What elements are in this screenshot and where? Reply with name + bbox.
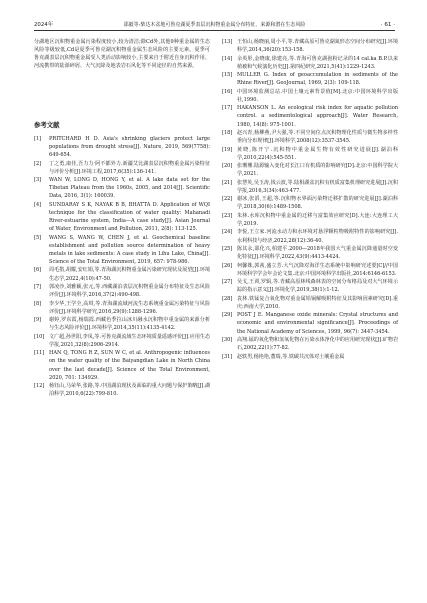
reference-item [222, 212, 398, 228]
reference-text: 黄晓,陈开宁.沉积物中重金属生物有效性研究进展[J].湖泊科学,2010,22(4):545-551. [237, 146, 398, 161]
reference-text: 朱林.水库沉积物中重金属的迁移与富集效应研究[D].大连:大连理工大学,2019. [237, 212, 398, 227]
reference-list-right [222, 38, 398, 361]
reference-text: 袁林.铁锰复合氧化物对重金属铅镉解吸附特征及其影响因素研究[D].重庆:西南大学,2010. [237, 295, 398, 310]
reference-number: [25] [222, 246, 233, 253]
reference-text: 丁之勇,康佳,吾力力·阿不都外力.新疆艾比湖表层沉积物重金属污染特征与评价分析[J].环境工程,2017,6(35):136-141. [49, 160, 210, 175]
reference-number: [26] [222, 262, 233, 269]
reference-text: 赵轶男,杨艳艳,董瑞,等.铁碳共沉体对土壤重金属 [237, 353, 345, 360]
reference-item [222, 295, 398, 311]
reference-text: WAN W, LONG D, HONG Y, et al. A lake data set for the Tibetan Plateau from the 1960s, 2005, and 2014[J]. Scientific Data, 2016, 3(1): 160039. [49, 177, 210, 200]
reference-number: [28] [222, 295, 233, 302]
reference-item [34, 135, 210, 159]
reference-item [222, 228, 398, 244]
reference-number: [4] [34, 201, 42, 208]
reference-number: [17] [222, 105, 233, 112]
reference-number: [1] [34, 136, 42, 142]
reference-item [222, 146, 398, 162]
reference-number: [14] [222, 55, 233, 62]
reference-text: SUNDARAY S K, NAYAK B B, BHATTA D. Application of WQI technique for the classification of water quality: Mahanadi River-estuarine system, India—A case study[J]. Asian Journal of Water, Environment and Pollution, 2011, 2(8): 113-125. [49, 201, 210, 233]
reference-text: 张珊珊.陆源输入变化对长江口有机质的影响研究[D].北京:中国科学院大学,2021. [237, 163, 398, 178]
reference-item [222, 71, 398, 87]
right-column [222, 38, 398, 361]
reference-item [34, 176, 210, 200]
left-column [34, 38, 210, 399]
reference-text: 陈其永,邵化兴,柏建平.2000—2018年我国大气重金属沉降通量时空变化特征[J].环境科学,2022,43(9):4413-4424. [237, 246, 398, 261]
reference-item [222, 353, 398, 361]
reference-number: [2] [34, 160, 42, 167]
reference-text: 李悦,王立家.河流水动力和水环境对悬浮颗粒物吸附特性的影响研究[J].水利科技与经济,2022,28(12):36-40. [237, 229, 398, 244]
reference-text: 谢婷,罗东霞,杨瑞霞.西藏色季拉山冰川融水沉积物中重金属的来源分析与生态风险评价[J].环境科学,2014,35(11):4135-4142. [49, 317, 210, 332]
reference-item [34, 300, 210, 316]
reference-item [222, 129, 398, 145]
page-number: · 61 · [380, 22, 395, 28]
reference-item [34, 283, 210, 299]
reference-text: MULLER G. Index of geoaccumulation in sediments of the Rhine River[J]. GeoJournal, 1969, 2(3): 109-118. [237, 72, 398, 87]
reference-number: [24] [222, 229, 233, 236]
references-heading: 参考文献 [34, 121, 60, 129]
reference-number: [15] [222, 72, 233, 79]
reference-text: HAN Q, TONG R Z, SUN W C, et al. Anthropogenic influences on the water quality of the Baiyangdian Lake in North China over the last decade[J]. Science of the Total Environment, 2020, 701: 134929. [49, 350, 210, 381]
reference-item [222, 336, 398, 352]
reference-number: [30] [222, 337, 233, 344]
reference-item [34, 382, 210, 398]
reference-text: 余英彤,金晓康,徐建亮,等.青海可鲁克湖孢粉记录的14 cal.ka B.P.以来植被和气候演化历史[J].第四纪研究,2021,5(41):1229-1243. [237, 55, 398, 70]
reference-text: 中国环境监测总站.中国土壤元素背景值[M].北京:中国环境科学出版社,1990. [237, 88, 398, 103]
reference-number: [8] [34, 300, 42, 307]
reference-item [222, 38, 398, 54]
reference-item [34, 234, 210, 266]
reference-text: 王恒山,杨晓丽,周小平,等.青藏高原可鲁克湖氮形态空间分布研究[J].环境科学,2014,36(20):153-158. [237, 39, 398, 54]
reference-text: PRITCHARD H D. Asia's shrinking glaciers protect large populations from drought stress[J]. Nature, 2019, 569(7758): 649-654. [49, 136, 210, 159]
reference-text: 谢冰,张滔,王超,等.沉积物水界面污染物迁移扩散的研究进展[J].湖泊科学,2018,30(6):1489-1508. [237, 196, 398, 211]
reference-item [222, 104, 398, 128]
reference-number: [9] [34, 317, 42, 324]
reference-item [222, 262, 398, 278]
reference-number: [5] [34, 234, 42, 241]
reference-number: [31] [222, 353, 233, 360]
reference-item [222, 179, 398, 195]
reference-number: [7] [34, 284, 42, 291]
reference-text: 赵兴青,杨柳燕,尹大强,等.不同空间位点沉积物理化性质与微生物多样性垂向分布规律[J].环境科学,2008(12):3537-3545. [237, 129, 398, 145]
reference-number: [19] [222, 146, 233, 153]
reference-text: 高翔.锰的氧化物和氢氧化物在污染水体净化中的应用研究现状[J].矿物岩石,2002,22(1):77-82. [237, 337, 398, 352]
reference-item [34, 266, 210, 282]
reference-text: 李少华,王学全,高琪,等.青海湖流域河流生态系统重金属污染特征与风险评价[J].环境科学研究,2016,29(9):1288-1296. [49, 300, 210, 315]
header-year: 2024年 [34, 22, 54, 28]
reference-number: [27] [222, 279, 233, 286]
reference-text: 文广超,孙世阳,李凤,等.可鲁克湖流域生态环境质量遥感评价[J].应用生态学报,2021,32(8):2906-2914. [49, 333, 210, 348]
reference-item [222, 55, 398, 71]
reference-text: HAKANSON L. An ecological risk index for aquatic pollution control. a sedimentological approach[J]. Water Research, 1980, 14(8): 975-1001. [237, 105, 398, 128]
reference-number: [21] [222, 179, 233, 186]
reference-item [222, 195, 398, 211]
reference-item [222, 88, 398, 104]
reference-number: [18] [222, 129, 233, 136]
reference-item [34, 201, 210, 233]
reference-number: [12] [34, 383, 45, 390]
reference-number: [11] [34, 350, 45, 357]
reference-text: 郭凌沙,刘雅颖,张元,等.西藏湖泊表层沉积物重金属分布特征及生态风险评价[J].环境科学,2016,37(2):490-498. [49, 284, 210, 299]
header-title: 邵毅等:柴达木盆地可鲁克湖夏季表层沉积物重金属分布特征、来源和潜在生态风险 [123, 22, 306, 28]
reference-item [34, 316, 210, 332]
running-header [34, 20, 395, 31]
reference-item [222, 245, 398, 261]
reference-text: 周毛措,胡耀,安红娟,等.青海湖沉积物重金属污染研究现状及展望[J].环境生态学,2022,4(10):47-50. [49, 267, 210, 282]
reference-text: 张慧英,吴玉涛,钱云波,等.陆相湖盆沉积有机质富集机理研究进展[J].沉积学报,2016,3(34):463-477. [237, 179, 398, 194]
reference-item [34, 160, 210, 176]
reference-number: [6] [34, 267, 42, 274]
reference-number: [3] [34, 177, 42, 184]
reference-item [34, 349, 210, 381]
reference-number: [29] [222, 312, 233, 319]
reference-item [34, 333, 210, 349]
reference-text: WANG S, WANG W, CHEN J, et al. Geochemical baseline establishment and pollution source determination of heavy metals in lake sediments: A case study in Lihu Lake, China[J]. Science of the Total Environment, 2019, 657: 978-986. [49, 234, 210, 265]
reference-item [222, 311, 398, 335]
reference-text: 杨钰山,马荣华,张路,等.中国湖泊现状及面临的重大问题与保护策略[J].湖泊科学,2010,6(22):799-810. [49, 383, 210, 398]
reference-list-left [34, 135, 210, 398]
reference-number: [13] [222, 39, 233, 45]
reference-text: 柯馨姝,郭茜,盛立芳.大气沉降对海洋生态系统中影响研究述要[C]//中国环境科学学会年会论文集.北京:中国环境科学出版社,2014:6146-6153. [237, 262, 398, 277]
reference-number: [16] [222, 88, 233, 95]
reference-text: 吴戈,王训,罗辑,等.青藏高原林线森林表的空间分布格局及对大气环境示踪的指示意义[J].环境化学,2019,38(1):1-12. [237, 279, 398, 294]
conclusion-paragraph: 分湖地区沉积物重金属污染程度较小,较为清洁;除Cd外,其他9种重金属的生态风险等级较低,Cd是夏季可鲁克湖沉积物重金属生态风险的主要元素。夏季可鲁克湖表层沉积物重金属受人类活动影响较小,主要来自于附近自身沉积作用、河流携带的陆源碎屑、大气沉降及地表岩石风化等不同途径的自然来源。 [34, 39, 210, 70]
reference-number: [22] [222, 196, 233, 203]
reference-item [222, 162, 398, 178]
reference-number: [23] [222, 212, 233, 219]
reference-text: POST J E. Manganese oxide minerals: Crystal structures and economic and environmental significance[J]. Proceedings of the National Academy of Sciences, 1999, 96(7): 3447-3454. [237, 312, 398, 335]
reference-item [222, 278, 398, 294]
reference-number: [20] [222, 163, 233, 170]
reference-number: [10] [34, 333, 45, 340]
